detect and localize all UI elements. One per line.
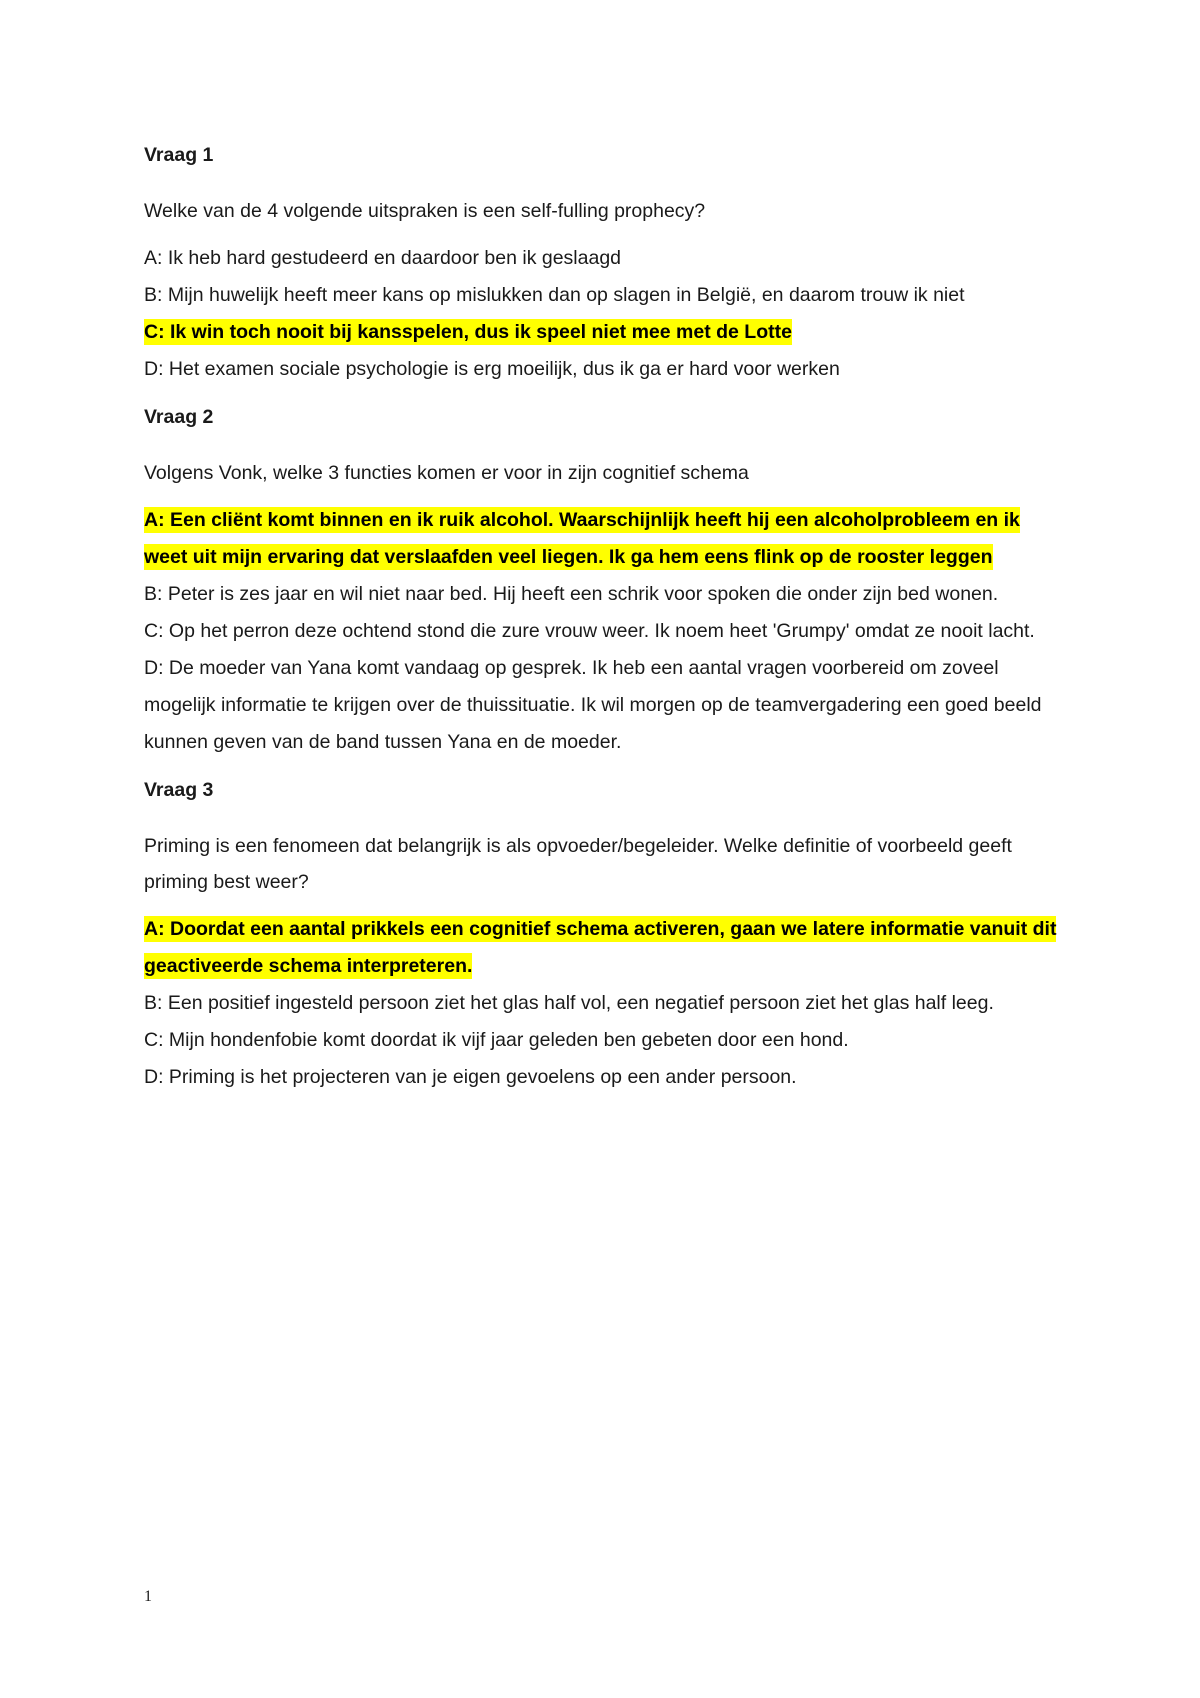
answer-option-a: A: Ik heb hard gestudeerd en daardoor ben ik geslaagd: [144, 247, 622, 269]
answer-option-a-correct: A: Doordat een aantal prikkels een cognitief schema activeren, gaan we latere informatie vanuit dit geactiveerde schema interpreteren.: [144, 918, 1057, 977]
answer-option-b: B: Een positief ingesteld persoon ziet het glas half vol, een negatief persoon ziet het glas half leeg.: [144, 992, 994, 1014]
question-title: Vraag 3: [144, 779, 214, 801]
answer-option-b: B: Peter is zes jaar en wil niet naar bed. Hij heeft een schrik voor spoken die onder zijn bed wonen.: [144, 583, 999, 605]
answer-option-d: D: Het examen sociale psychologie is erg moeilijk, dus ik ga er hard voor werken: [144, 358, 840, 380]
question-text: Welke van de 4 volgende uitspraken is een self-fulling prophecy?: [144, 200, 706, 222]
answer-option-b: B: Mijn huwelijk heeft meer kans op mislukken dan op slagen in België, en daarom trouw ik niet: [144, 284, 965, 306]
answer-option-c: C: Mijn hondenfobie komt doordat ik vijf jaar geleden ben gebeten door een hond.: [144, 1029, 849, 1051]
answer-option-c: C: Op het perron deze ochtend stond die zure vrouw weer. Ik noem heet 'Grumpy' omdat ze nooit lacht.: [144, 620, 1035, 642]
question-text: Priming is een fenomeen dat belangrijk is als opvoeder/begeleider. Welke definitie of voorbeeld geeft priming best weer?: [144, 835, 1012, 893]
answer-option-c-correct: C: Ik win toch nooit bij kansspelen, dus ik speel niet mee met de Lotte: [144, 321, 792, 343]
question-title: Vraag 1: [144, 144, 214, 166]
answer-list: [144, 240, 1064, 388]
question-text: Volgens Vonk, welke 3 functies komen er voor in zijn cognitief schema: [144, 462, 749, 484]
answer-list: [144, 502, 1064, 761]
answer-list: [144, 911, 1064, 1096]
question-2: [144, 404, 1064, 761]
page-number: 1: [144, 1588, 152, 1605]
answer-option-d: D: Priming is het projecteren van je eigen gevoelens op een ander persoon.: [144, 1066, 797, 1088]
question-3: [144, 777, 1064, 1096]
question-1: [144, 142, 1064, 388]
question-title: Vraag 2: [144, 406, 214, 428]
document-body: [144, 142, 1064, 1112]
answer-option-a-correct: A: Een cliënt komt binnen en ik ruik alcohol. Waarschijnlijk heeft hij een alcoholprobleem en ik weet uit mijn ervaring dat verslaafden veel liegen. Ik ga hem eens flink op de rooster leggen: [144, 509, 1020, 568]
answer-option-d: D: De moeder van Yana komt vandaag op gesprek. Ik heb een aantal vragen voorbereid om zoveel mogelijk informatie te krijgen over de thuissituatie. Ik wil morgen op de teamvergadering een goed beeld kunnen geven van de band tussen Yana en de moeder.: [144, 657, 1042, 753]
